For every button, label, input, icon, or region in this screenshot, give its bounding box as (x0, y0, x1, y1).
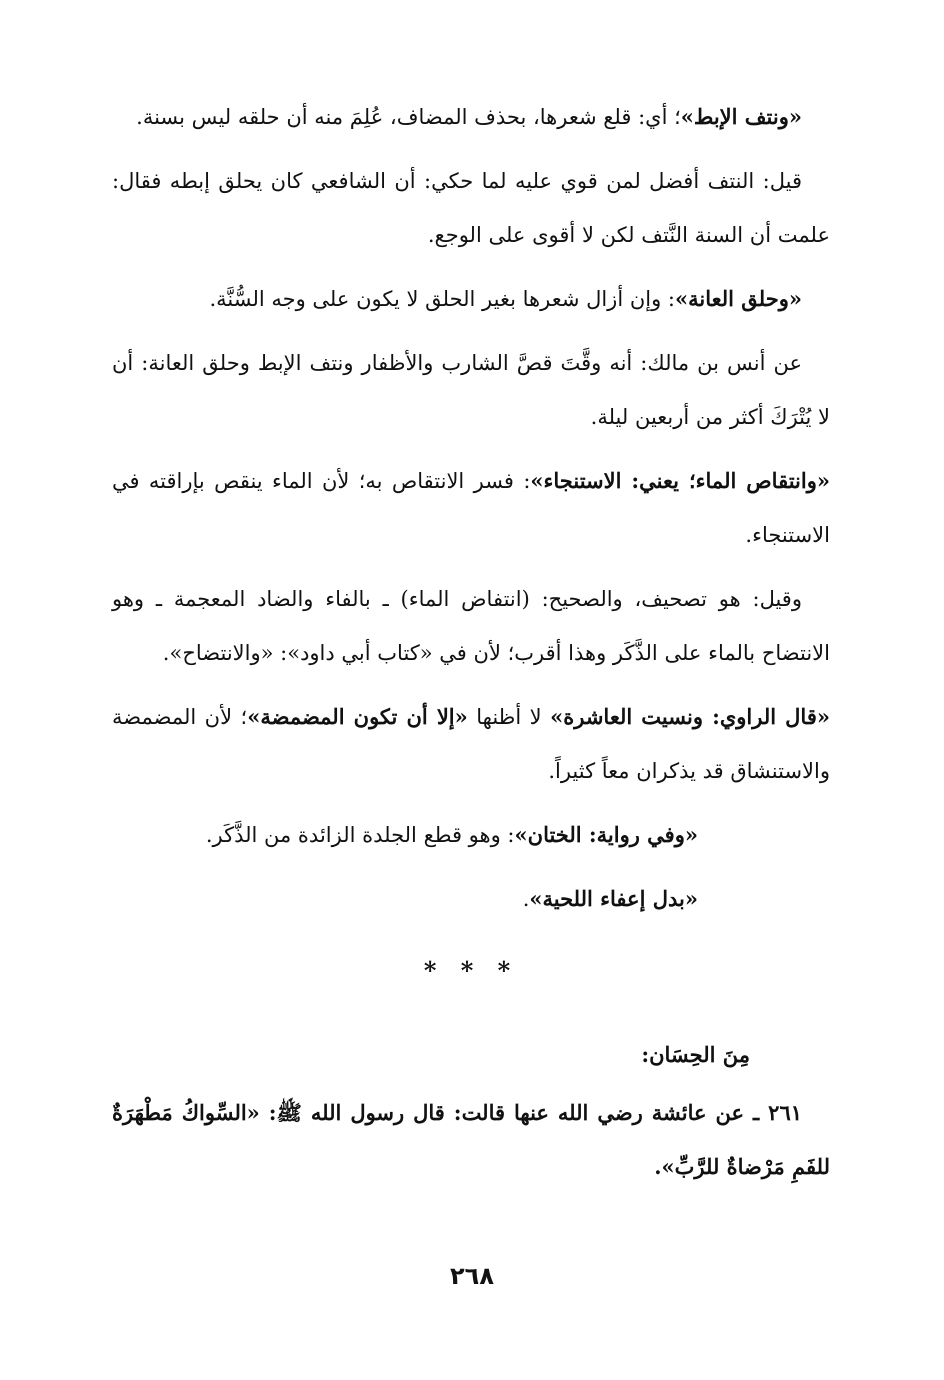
hadith-text: «السِّواكُ مَطْهَرَةٌ للفَمِ مَرْضاةٌ للرَّبِّ». (112, 1100, 830, 1179)
paragraph-text: : وإن أزال شعرها بغير الحلق لا يكون على وجه السُّنَّة. (209, 287, 675, 311)
paragraph-text: : فسر الانتقاص به؛ لأن الماء ينقص بإراقته في الاستنجاء. (112, 469, 830, 547)
paragraph-text: : وهو قطع الجلدة الزائدة من الذَّكَر. (205, 823, 515, 847)
paragraph-4 (112, 336, 830, 444)
page-body (112, 90, 830, 1204)
paragraph-2 (112, 154, 830, 262)
page-number: ٢٦٨ (450, 1262, 494, 1290)
paragraph-3 (112, 272, 830, 326)
paragraph-6 (112, 572, 830, 680)
paragraph-text: لا أظنها (467, 705, 551, 729)
quoted-term: «قال الراوي: ونسيت العاشرة» (550, 704, 830, 729)
paragraph-1 (112, 90, 830, 144)
paragraph-text: قيل: النتف أفضل لمن قوي عليه لما حكي: أن الشافعي كان يحلق إبطه فقال: علمت أن السنة النَّتف لكن لا أقوى على الوجع. (112, 169, 830, 247)
quoted-term: «وفي رواية: الختان» (514, 822, 698, 847)
quoted-term: «وحلق العانة» (674, 286, 802, 311)
section-separator: * * * (423, 956, 519, 985)
paragraph-7 (112, 690, 830, 798)
paragraph-text: عن أنس بن مالك: أنه وقَّتَ قصَّ الشارب والأظفار ونتف الإبط وحلق العانة: أن لا يُتْرَكَ أكثر من أربعين ليلة. (112, 351, 830, 429)
paragraph-text: ؛ لأن المضمضة والاستنشاق قد يذكران معاً كثيراً. (112, 705, 830, 783)
paragraph-9 (112, 872, 830, 926)
section-heading: مِنَ الحِسَان: (641, 1042, 750, 1067)
quoted-term: «إلا أن تكون المضمضة» (247, 704, 468, 729)
quoted-term: «ونتف الإبط» (680, 104, 802, 129)
quoted-term: «وانتقاص الماء؛ يعني: الاستنجاء» (530, 468, 830, 493)
paragraph-8 (112, 808, 830, 862)
hadith-261 (112, 1086, 830, 1194)
paragraph-5 (112, 454, 830, 562)
hadith-lead: ٢٦١ ـ عن عائشة رضي الله عنها قالت: قال رسول الله ﷺ: (268, 1100, 803, 1125)
paragraph-text: ؛ أي: قلع شعرها، بحذف المضاف، عُلِمَ منه أن حلقه ليس بسنة. (136, 105, 681, 129)
quoted-term: «بدل إعفاء اللحية» (529, 886, 698, 911)
paragraph-text: وقيل: هو تصحيف، والصحيح: (انتفاض الماء) ـ بالفاء والضاد المعجمة ـ وهو الانتضاح بالماء على الذَّكَر وهذا أقرب؛ لأن في «كتاب أبي داود»: «والانتضاح». (112, 587, 830, 665)
paragraph-text: . (522, 887, 530, 911)
